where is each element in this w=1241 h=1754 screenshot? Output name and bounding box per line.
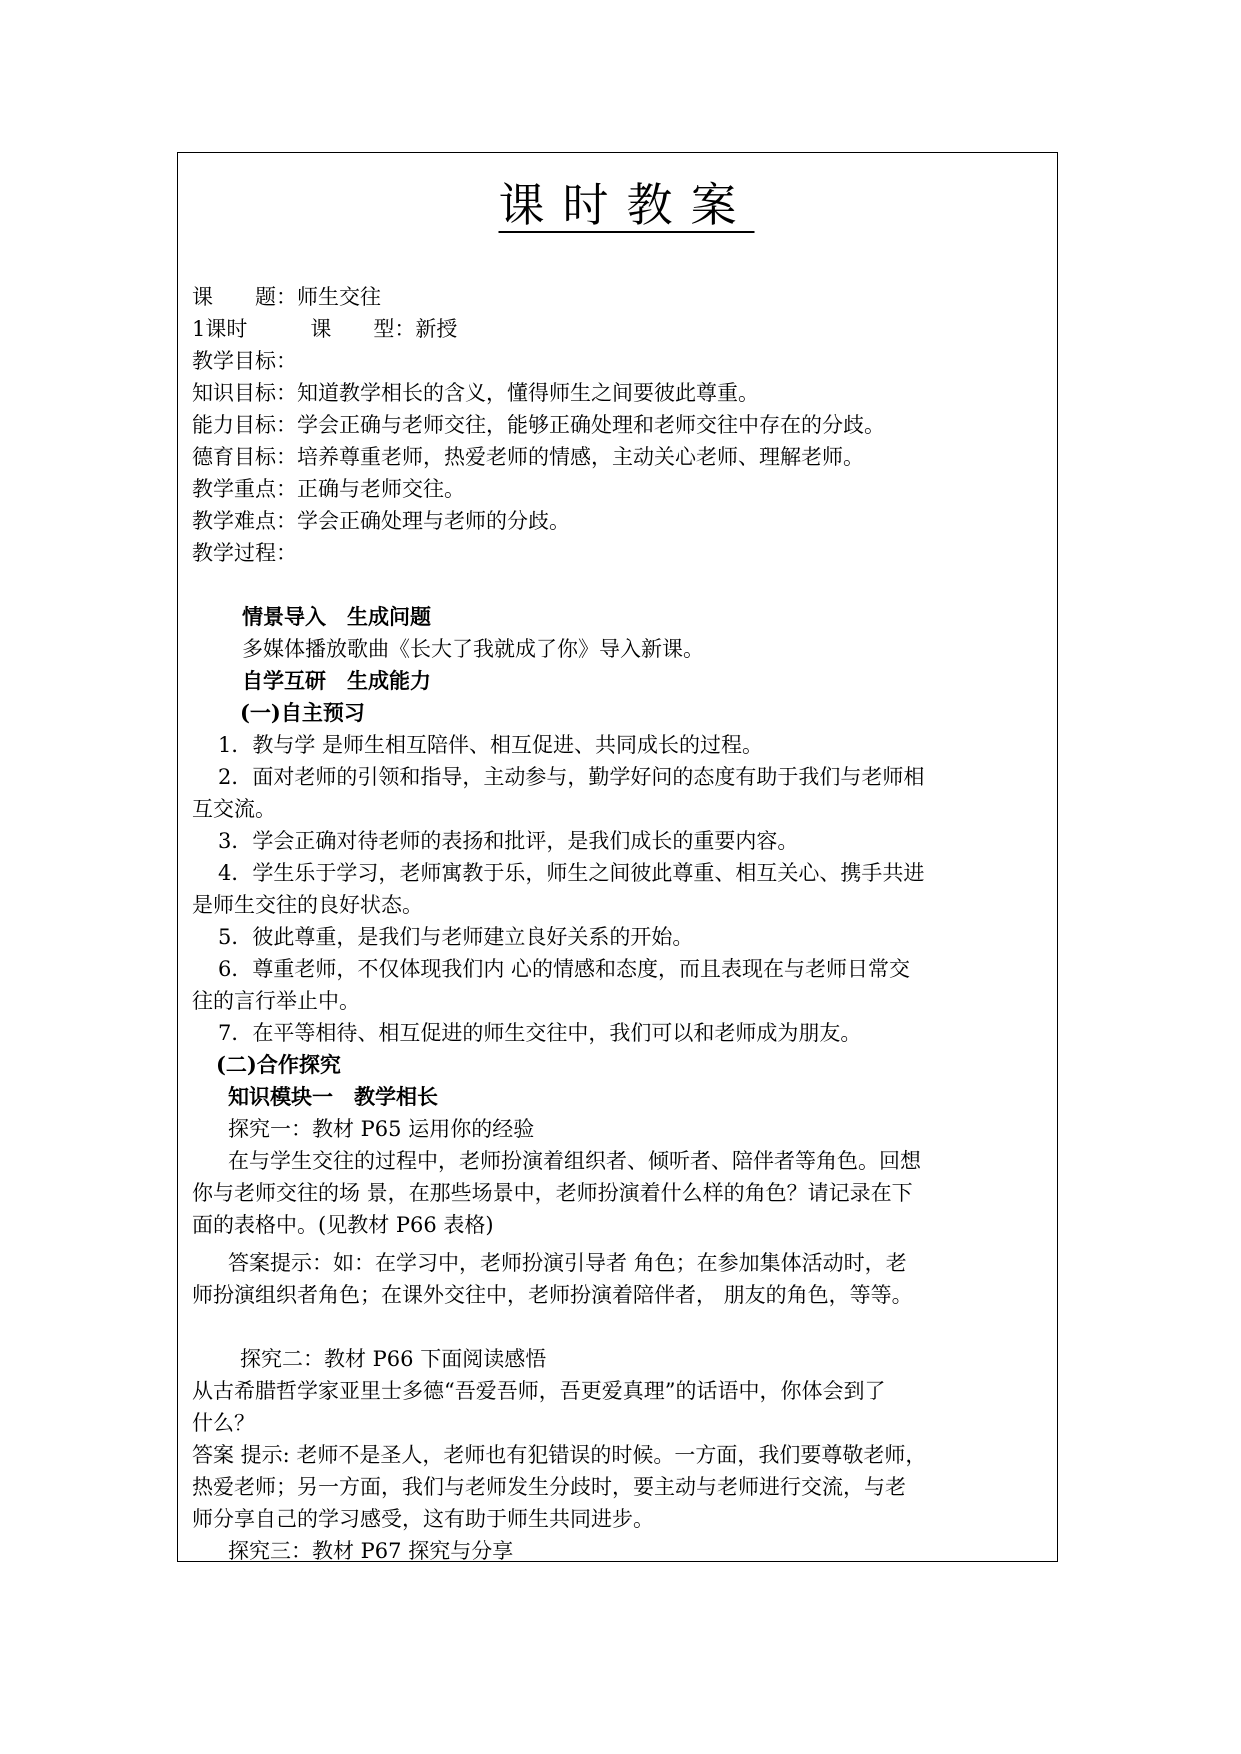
item-2-cont: 互交流。: [192, 797, 276, 821]
item-6: 6．尊重老师，不仅体现我们内 心的情感和态度，而且表现在与老师日常交: [218, 957, 911, 981]
sub1-heading: (一)自主预习: [240, 700, 365, 725]
explore3-title: 探究三：教材 P67 探究与分享: [228, 1539, 514, 1563]
section1-heading: 情景导入 生成问题: [242, 604, 431, 629]
item-2: 2．面对老师的引领和指导，主动参与，勤学好问的态度有助于我们与老师相: [218, 765, 925, 789]
item-4-cont: 是师生交往的良好状态。: [192, 893, 423, 917]
explore1-text: 在与学生交往的过程中，老师扮演着组织者、倾听者、陪伴者等角色。回想: [228, 1149, 921, 1173]
key-point: 教学重点：正确与老师交往。: [192, 477, 465, 501]
section2-heading: 自学互研 生成能力: [242, 668, 431, 693]
knowledge-goal: 知识目标：知道教学相长的含义，懂得师生之间要彼此尊重。: [192, 381, 759, 405]
topic-line: 课 题：师生交往: [192, 285, 381, 309]
item-3: 3．学会正确对待老师的表扬和批评，是我们成长的重要内容。: [218, 829, 799, 853]
item-4: 4．学生乐于学习，老师寓教于乐，师生之间彼此尊重、相互关心、携手共进: [218, 861, 925, 885]
explore1-text-cont: 你与老师交往的场 景，在那些场景中，老师扮演着什么样的角色？请记录在下: [192, 1181, 913, 1205]
process-label: 教学过程：: [192, 541, 297, 565]
ability-goal: 能力目标：学会正确与老师交往，能够正确处理和老师交往中存在的分歧。: [192, 413, 885, 437]
period-type-line: 1课时 课 型：新授: [192, 317, 458, 341]
moral-goal: 德育目标：培养尊重老师，热爱老师的情感，主动关心老师、理解老师。: [192, 445, 864, 469]
module1-heading: 知识模块一 教学相长: [228, 1084, 438, 1109]
answer2-text-cont2: 师分享自己的学习感受，这有助于师生共同进步。: [192, 1507, 654, 1531]
difficulty: 教学难点：学会正确处理与老师的分歧。: [192, 509, 570, 533]
explore2-text: 从古希腊哲学家亚里士多德“吾爱吾师，吾更爱真理”的话语中，你体会到了: [192, 1379, 886, 1403]
goals-label: 教学目标：: [192, 349, 297, 373]
explore2-title: 探究二：教材 P66 下面阅读感悟: [240, 1347, 547, 1371]
sub2-heading: (二)合作探究: [216, 1052, 341, 1077]
page-title: 课时教案: [498, 178, 755, 232]
item-7: 7．在平等相待、相互促进的师生交往中，我们可以和老师成为朋友。: [218, 1021, 862, 1045]
explore2-text-cont: 什么？: [192, 1411, 255, 1435]
explore1-title: 探究一：教材 P65 运用你的经验: [228, 1117, 535, 1141]
item-6-cont: 往的言行举止中。: [192, 989, 360, 1013]
item-1: 1．教与学 是师生相互陪伴、相互促进、共同成长的过程。: [218, 733, 764, 757]
answer1-text: 答案提示：如：在学习中，老师扮演引导者 角色；在参加集体活动时，老: [228, 1251, 907, 1275]
answer2-text-cont: 热爱老师；另一方面，我们与老师发生分歧时，要主动与老师进行交流，与老: [192, 1475, 906, 1499]
document-frame: [177, 152, 1058, 1562]
answer2-text: 答案 提示: 老师不是圣人，老师也有犯错误的时候。一方面，我们要尊敬老师，: [192, 1443, 927, 1467]
section1-text: 多媒体播放歌曲《长大了我就成了你》导入新课。: [242, 637, 704, 661]
answer1-text-cont: 师扮演组织者角色；在课外交往中，老师扮演着陪伴者， 朋友的角色，等等。: [192, 1283, 913, 1307]
item-5: 5．彼此尊重，是我们与老师建立良好关系的开始。: [218, 925, 694, 949]
explore1-text-cont2: 面的表格中。(见教材 P66 表格): [192, 1213, 494, 1237]
